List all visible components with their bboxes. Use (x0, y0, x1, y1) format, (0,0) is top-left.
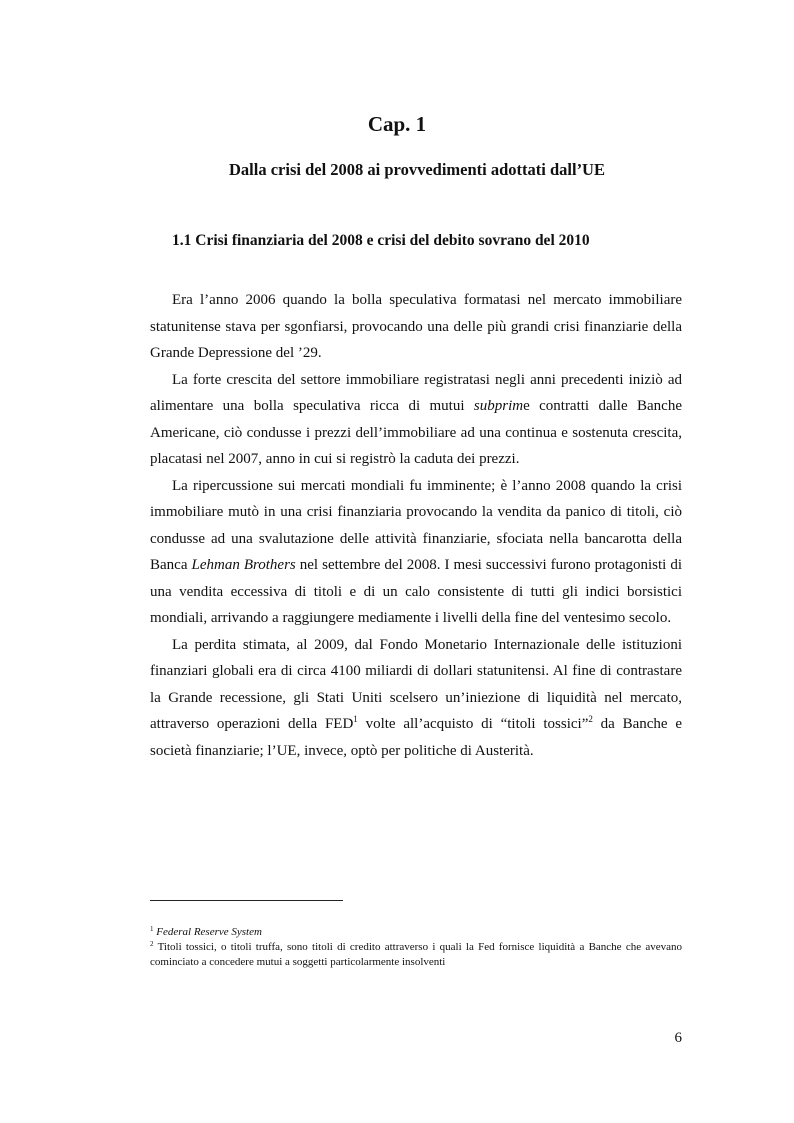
footnote-ref-1[interactable]: 1 (353, 714, 358, 724)
paragraph-1-text: Era l’anno 2006 quando la bolla speculativa formatasi nel mercato immobiliare statunitense stava per sgonfiarsi, provocando una delle più grandi crisi finanziarie della Grande Depressione del ’29. (150, 292, 682, 361)
paragraph-3-text-a: La ripercussione sui mercati mondiali fu imminente; è l’anno 2008 quando la crisi immobiliare mutò in una crisi finanziaria provocando la vendita da panico di titoli, ciò condusse ad una svalutazione delle attività finanziarie, sfociata nella bancarotta della Banca (150, 477, 682, 573)
paragraph-2-text-b: e contratti dalle Banche Americane, ciò condusse i prezzi dell’immobiliare ad una continua e sostenuta crescita, placatasi nel 2007, anno in cui si registrò la caduta dei prezzi. (150, 398, 682, 467)
footnote-2-mark: 2 (150, 940, 154, 948)
chapter-number: Cap. 1 (367, 112, 427, 136)
lehman-brothers-term: Lehman Brothers (191, 557, 296, 573)
footnote-divider (150, 900, 343, 901)
paragraph-4-text-b: volte all’acquisto di “titoli tossici” (357, 716, 589, 732)
paragraph-3-text-b: nel settembre del 2008. I mesi successivi furono protagonisti di una vendita eccessiva di titoli e di un calo consistente di tutti gli indici borsistici mondiali, arrivando a raggiungere mediamente i livelli della fine del ventesimo secolo. (150, 557, 682, 626)
paragraph-3 (150, 473, 682, 632)
page-number: 6 (674, 1030, 682, 1046)
footnote-1-mark: 1 (150, 925, 154, 933)
section-title: 1.1 Crisi finanziaria del 2008 e crisi del debito sovrano del 2010 (172, 232, 590, 249)
body-text (150, 287, 682, 764)
paragraph-2-text-a: La forte crescita del settore immobiliare registratasi negli anni precedenti iniziò ad alimentare una bolla speculativa ricca di mutui (150, 371, 682, 414)
chapter-title: Dalla crisi del 2008 ai provvedimenti adottati dall’UE (229, 160, 605, 179)
footnote-2-text: Titoli tossici, o titoli truffa, sono titoli di credito attraverso i quali la Fed fornisce liquidità a Banche che avevano cominciato a concedere mutui a soggetti particolarmente insolventi (150, 941, 682, 968)
subprime-term: subprim (473, 398, 524, 414)
paragraph-1 (150, 287, 682, 367)
paragraph-2 (150, 367, 682, 473)
footnote-2 (150, 940, 682, 970)
footnotes (150, 925, 682, 970)
footnote-1 (150, 925, 682, 940)
paragraph-4-text-a: La perdita stimata, al 2009, dal Fondo Monetario Internazionale delle istituzioni finanziari globali era di circa 4100 miliardi di dollari statunitensi. Al fine di contrastare la Grande recessione, gli Stati Uniti scelsero un’iniezione di liquidità nel mercato, attraverso operazioni della FED (150, 636, 682, 732)
paragraph-4 (150, 632, 682, 765)
footnote-ref-2[interactable]: 2 (588, 714, 593, 724)
footnote-1-text: Federal Reserve System (156, 926, 262, 938)
paragraph-4-text-c: da Banche e società finanziarie; l’UE, invece, optò per politiche di Austerità. (150, 716, 683, 759)
